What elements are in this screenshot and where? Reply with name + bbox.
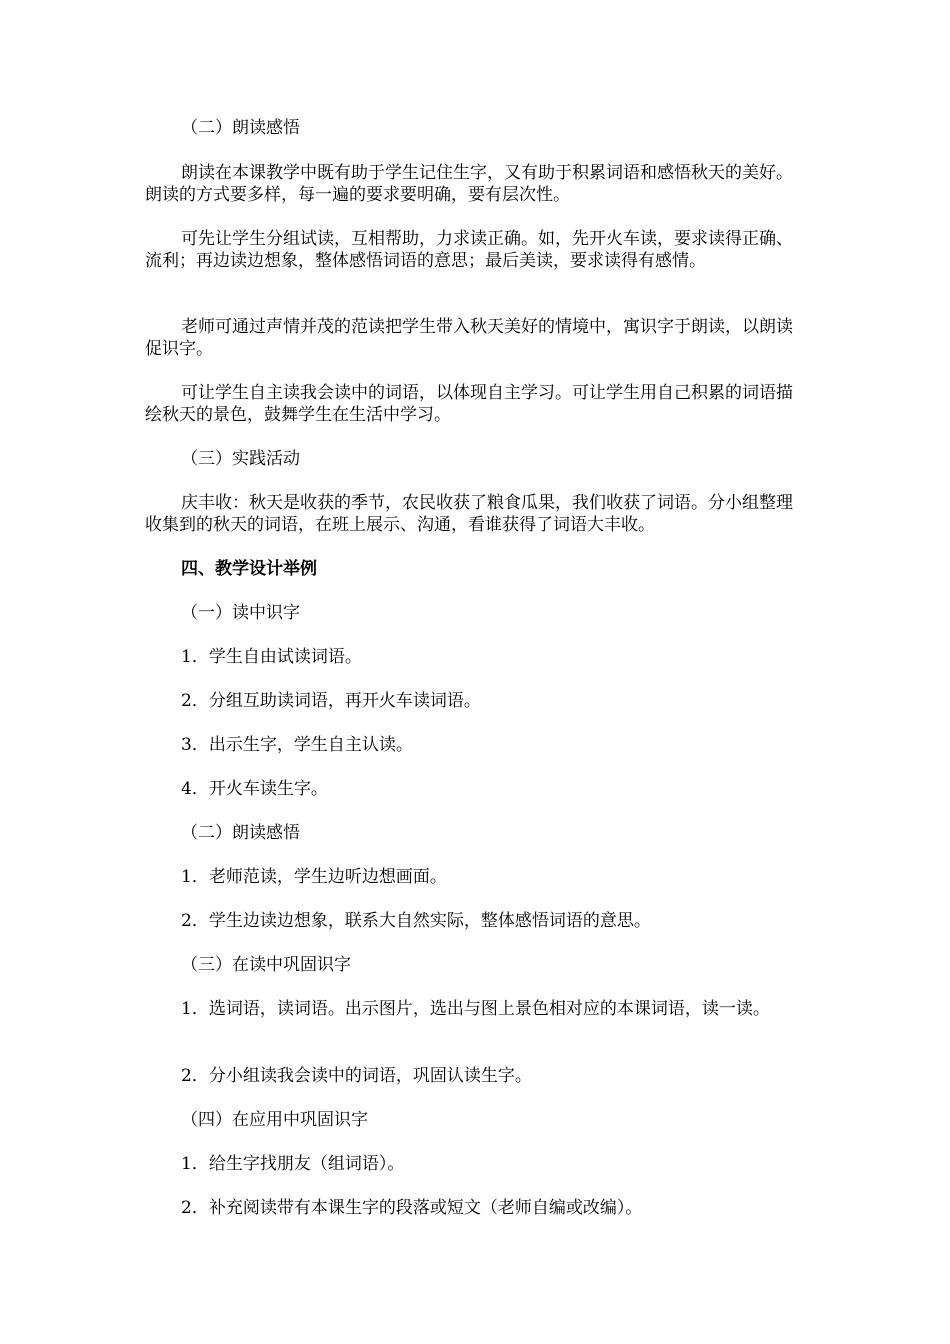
list-item-1: 1．老师范读，学生边听边想画面。 xyxy=(181,867,447,887)
list-item-2: 2．分组互助读词语，再开火车读词语。 xyxy=(181,691,481,711)
list-item-2: 2．学生边读边想象，联系大自然实际，整体感悟词语的意思。 xyxy=(181,911,651,931)
subheading-practice-activity: （三）实践活动 xyxy=(181,449,300,469)
paragraph-harvest-activity: 庆丰收：秋天是收获的季节，农民收获了粮食瓜果，我们收获了词语。分小组整理收集到的秋天的词语，在班上展示、沟通，看谁获得了词语大丰收。 xyxy=(145,493,793,535)
list-item-1: 1．选词语，读词语。出示图片，选出与图上景色相对应的本课词语，读一读。 xyxy=(181,999,770,1019)
subheading-literacy-in-reading: （一）读中识字 xyxy=(181,603,300,623)
list-item-1: 1．给生字找朋友（组词语）。 xyxy=(181,1154,405,1174)
list-item-3: 3．出示生字，学生自主认读。 xyxy=(181,735,413,755)
list-item-2: 2．补充阅读带有本课生字的段落或短文（老师自编或改编）。 xyxy=(181,1198,643,1218)
list-item-4: 4．开火车读生字。 xyxy=(181,779,328,799)
paragraph-autonomous-reading: 可让学生自主读我会读中的词语，以体现自主学习。可让学生用自己积累的词语描绘秋天的景色，鼓舞学生在生活中学习。 xyxy=(145,383,793,425)
subheading-reading-comprehension: （二）朗读感悟 xyxy=(181,118,300,138)
paragraph-group-reading: 可先让学生分组试读，互相帮助，力求读正确。如，先开火车读，要求读得正确、流利；再边读边想象，整体感悟词语的意思；最后美读，要求读得有感情。 xyxy=(145,229,793,271)
section-heading-teaching-design: 四、教学设计举例 xyxy=(181,559,317,579)
list-item-1: 1．学生自由试读词语。 xyxy=(181,647,362,667)
subheading-consolidate-in-application: （四）在应用中巩固识字 xyxy=(181,1110,368,1130)
subheading-consolidate-in-reading: （三）在读中巩固识字 xyxy=(181,955,351,975)
paragraph-reading-purpose: 朗读在本课教学中既有助于学生记住生字，又有助于积累词语和感悟秋天的美好。朗读的方式要多样，每一遍的要求要明确，要有层次性。 xyxy=(145,163,793,205)
subheading-reading-comprehension-2: （二）朗读感悟 xyxy=(181,823,300,843)
paragraph-teacher-demo-reading: 老师可通过声情并茂的范读把学生带入秋天美好的情境中，寓识字于朗读，以朗读促识字。 xyxy=(145,317,793,359)
list-item-2: 2．分小组读我会读中的词语，巩固认读生字。 xyxy=(181,1066,532,1086)
